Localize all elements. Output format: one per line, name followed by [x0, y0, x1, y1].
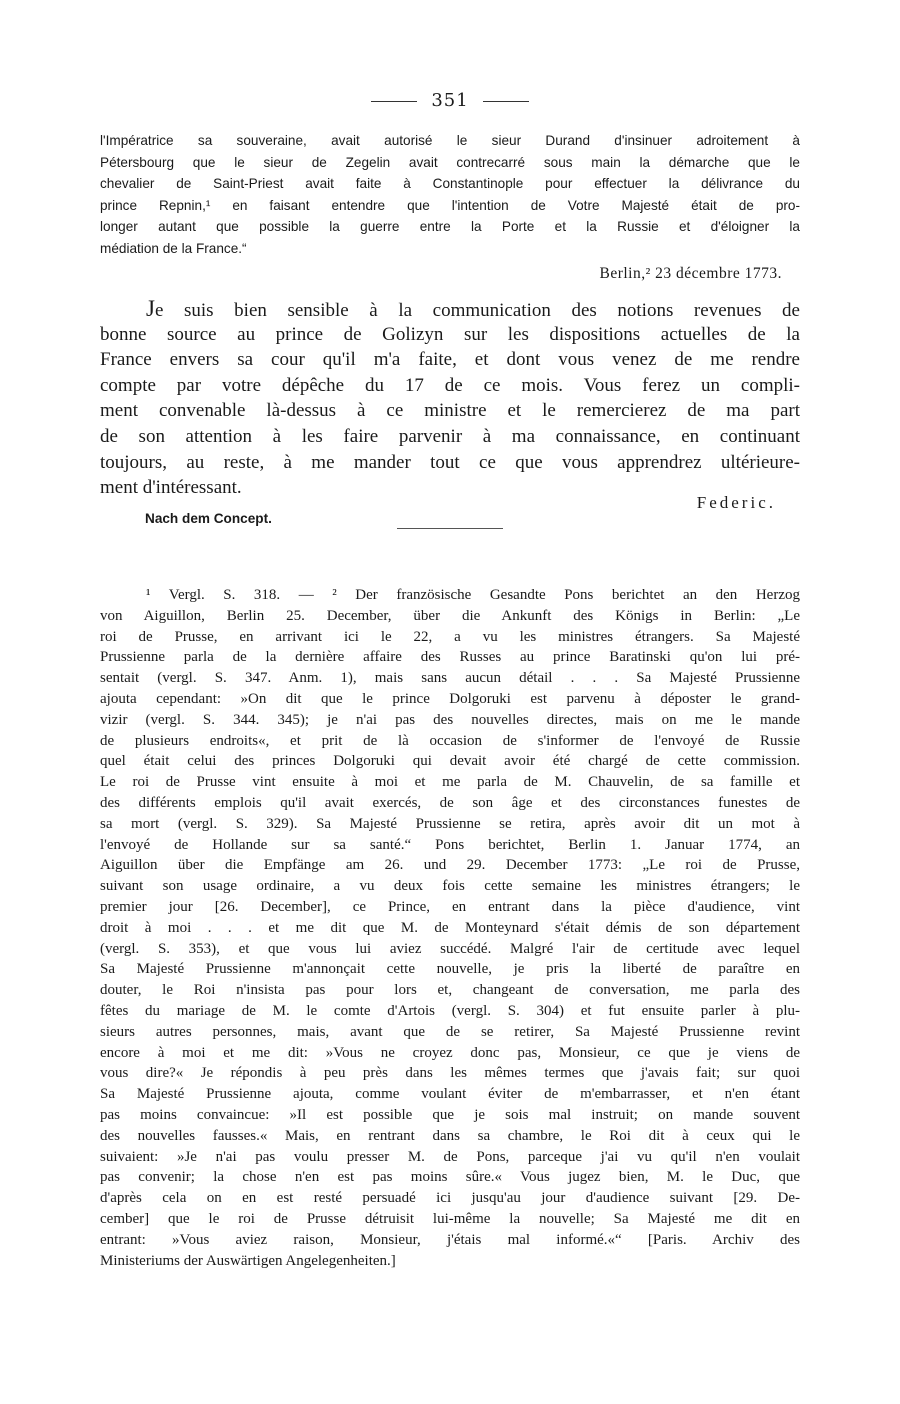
- footnote-line: suivaient: »Je n'ai pas voulu presser M. de Pons, parceque j'ai vu qu'il n'en voulait: [100, 1148, 800, 1165]
- letter-line: bonne source au prince de Golizyn sur les dispositions actuelles de la: [100, 323, 800, 345]
- footnote-line: des différents emplois qu'il avait exercés, de son âge et des circonstances funestes de: [100, 794, 800, 811]
- intro-line: médiation de la France.“: [100, 240, 247, 256]
- footnote-line: sentait (vergl. S. 347. Anm. 1), mais sans aucun détail . . . Sa Majesté Prussienne: [100, 670, 800, 687]
- footnote-line: vizir (vergl. S. 344. 345); je n'ai pas des nouvelles directes, mais on me le mande: [100, 711, 800, 728]
- footnote-line: l'envoyé de Hollande sur sa santé.“ Pons berichtet, Berlin 1. Januar 1774, an: [100, 836, 800, 853]
- footnote-line: von Aiguillon, Berlin 25. December, über die Ankunft des Königs in Berlin: „Le: [100, 607, 800, 624]
- footnote-line: suivant son usage ordinaire, a vu deux fois cette semaine les ministres étrangers; le: [100, 878, 800, 895]
- concept-note: Nach dem Concept.: [145, 511, 272, 526]
- footnote-line: Prussienne parla de la dernière affaire des Russes au prince Baratinski qu'on lui pré-: [100, 649, 800, 666]
- intro-line: longer autant que possible la guerre entre la Porte et la Russie et d'éloigner la: [100, 219, 800, 235]
- letter-line: France envers sa cour qu'il m'a faite, et dont vous venez de me rendre: [100, 349, 800, 371]
- section-divider: [397, 528, 503, 529]
- intro-line: l'Impératrice sa souveraine, avait autorisé le sieur Durand d'insinuer adroitement à: [100, 133, 800, 148]
- intro-line: Pétersbourg que le sieur de Zegelin avait contrecarré sous main la démarche que le: [100, 154, 800, 170]
- footnote-line: Sa Majesté Prussienne ajouta, comme voulant éviter de m'embarrasser, et n'en étant: [100, 1086, 800, 1103]
- footnote-line: (vergl. S. 353), et que vous lui aviez succédé. Malgré l'air de certitude avec lequel: [100, 940, 800, 957]
- footnote-line: droit à moi . . . et me dit que M. de Monteynard s'était démis de son département: [100, 919, 800, 936]
- footnote-line: ¹ Vergl. S. 318. — ² Der französische Gesandte Pons berichtet an den Herzog: [146, 587, 800, 603]
- letter-line: de son attention à les faire parvenir à ma connaissance, en continuant: [100, 425, 800, 447]
- header-rule-right: [483, 101, 529, 102]
- footnote-line: encore à moi et me dit: »Vous ne croyez donc pas, Monsieur, ce que je viens de: [100, 1044, 800, 1061]
- header-rule-left: [371, 101, 417, 102]
- letter-line: toujours, au reste, à me mander tout ce que vous apprendrez ultérieure-: [100, 451, 800, 473]
- letter-line: ment d'intéressant.: [100, 477, 242, 499]
- footnote-line: douter, le Roi n'insista pas pour lors et, changeant de conversation, me parla des: [100, 982, 800, 999]
- footnote-line: des nouvelles fausses.« Mais, en rentrant dans sa chambre, le Roi dit à ceux qui le: [100, 1127, 800, 1144]
- footnote-line: pas convenir; la chose n'en est pas moins sûre.« Vous jugez bien, M. le Duc, que: [100, 1169, 800, 1186]
- page-header: [0, 90, 900, 111]
- footnote-line: sa mort (vergl. S. 329). Sa Majesté Prussienne se retira, après avoir dit un mot à: [100, 815, 800, 832]
- intro-paragraph: [100, 130, 800, 260]
- footnote-line: d'après cela on en est resté persuadé ici jusqu'au jour d'audience suivant [29. De-: [100, 1190, 800, 1207]
- intro-line: chevalier de Saint-Priest avait faite à Constantinople pour effectuer la délivrance du: [100, 176, 800, 192]
- footnote-line: Aiguillon über die Empfänge am 26. und 29. December 1773: „Le roi de Prusse,: [100, 857, 800, 874]
- footnote-line: quel était celui des princes Dolgoruki qui devait avoir été chargé de cette commission.: [100, 753, 800, 770]
- footnote-line: vous dire?« Je répondis à peu près dans les mêmes termes que j'avais fait; sur quoi: [100, 1065, 800, 1082]
- footnote-line: Ministeriums der Auswärtigen Angelegenheiten.]: [100, 1252, 396, 1269]
- footnote-line: ajouta cependant: »On dit que le prince Dolgoruki est parvenu à déposter le grand-: [100, 690, 800, 707]
- footnote-line: de plusieurs endroits«, et prit de là occasion de s'informer de l'envoyé de Russie: [100, 732, 800, 749]
- letter-line: [100, 296, 800, 322]
- footnote-line: entrant: »Vous aviez raison, Monsieur, j'étais mal informé.«“ [Paris. Archiv des: [100, 1231, 800, 1248]
- footnote-line: premier jour [26. December], ce Prince, en entrant dans la pièce d'audience, vint: [100, 898, 800, 915]
- letter-line: compte par votre dépêche du 17 de ce mois. Vous ferez un compli-: [100, 374, 800, 396]
- intro-line: prince Repnin,¹ en faisant entendre que l'intention de Votre Majesté était de pro-: [100, 197, 800, 213]
- footnote-line: sieurs autres personnes, mais, avant que de se retirer, Sa Majesté Prussienne revint: [100, 1023, 800, 1040]
- letter-body: [100, 296, 800, 501]
- footnote-line: roi de Prusse, en arrivant ici le 22, a vu les ministres étrangers. Sa Majesté: [100, 628, 800, 645]
- letter-line: ment convenable là-dessus à ce ministre et le remercierez de ma part: [100, 400, 800, 422]
- page-number: 351: [431, 90, 469, 111]
- footnote-line: Le roi de Prusse vint ensuite à moi et me parla de M. Chauvelin, de sa famille et: [100, 774, 800, 791]
- letter-line-text: e suis bien sensible à la communication des notions revenues de: [154, 300, 800, 321]
- footnotes: [100, 585, 800, 1271]
- letter-initial: J: [146, 296, 155, 321]
- signature: Federic.: [696, 493, 776, 512]
- footnote-line: cember] que le roi de Prusse détruisit lui-même la nouvelle; Sa Majesté me dit en: [100, 1210, 800, 1227]
- footnote-line: pas moins convaincue: »Il est possible que je sois mal instruit; on mande souvent: [100, 1106, 800, 1123]
- dateline: Berlin,² 23 décembre 1773.: [599, 265, 782, 282]
- footnote-line: fêtes du mariage de M. le comte d'Artois (vergl. S. 304) et fut ensuite parler à plu-: [100, 1002, 800, 1019]
- footnote-line: Sa Majesté Prussienne m'annonçait cette nouvelle, je pris la liberté de paraître en: [100, 961, 800, 978]
